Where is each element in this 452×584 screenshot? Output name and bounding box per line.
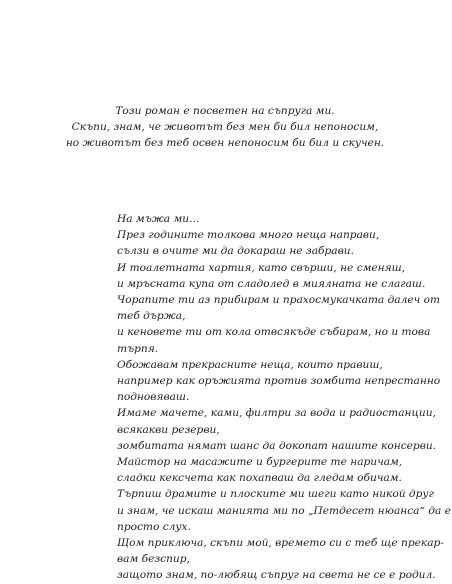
dedication-line: но животът без теб освен непоносим би бил и скучен. — [65, 137, 385, 149]
poem-line: сълзи в очите ми да докараш не забрави. — [117, 245, 354, 258]
dedication-line: Скъпи, знам, че животът без мен би бил непоносим, — [71, 121, 379, 133]
poem-title: На мъжа ми... — [117, 213, 200, 225]
poem-line: сладки кексчета как похапваш да гледам обичам. — [117, 472, 402, 485]
poem-line: например как оръжията против зомбита непрестанно — [117, 375, 441, 388]
poem-line: зомбитата нямат шанс да докопат нашите консерви. — [117, 439, 437, 452]
poem-line: Обожавам прекрасните неща, които правиш, — [117, 358, 383, 371]
poem-line: Майстор на масажите и бургерите те наричам, — [117, 456, 403, 469]
poem-line: защото знам, по-любящ съпруг на света не се е родил. — [117, 569, 436, 582]
dedication-line: Този роман е посветен на съпруга ми. — [115, 105, 335, 117]
poem-line: просто слух. — [117, 520, 191, 533]
poem-line: и кеновете ти от кола отвсякъде събирам, но и това — [117, 326, 431, 339]
poem-line: подновяваш. — [117, 391, 190, 404]
poem-line: и мръсната купа от сладолед в миялната не слагаш. — [117, 277, 426, 290]
poem — [117, 211, 451, 584]
poem-line: Щом приключа, скъпи мой, времето си с теб ще прекар- — [117, 537, 444, 550]
poem-line: И тоалетната хартия, като свърши, не сменяш, — [117, 261, 406, 274]
poem-line: търпя. — [117, 342, 159, 355]
poem-line: Имаме мачете, ками, филтри за вода и радиостанции, — [117, 407, 436, 420]
poem-line: теб държа, — [117, 310, 186, 323]
poem-line: вам безспир, — [117, 553, 190, 566]
poem-line: всякакви резерви, — [117, 423, 220, 436]
poem-line: Търпиш драмите и плоските ми шеги като никой друг — [117, 488, 434, 501]
poem-line: Чорапите ти аз прибирам и прахосмукачката далеч от — [117, 294, 441, 307]
poem-line: и знам, че искаш манията ми по „Петдесет нюанса“ да е — [117, 504, 451, 517]
poem-line: През годините толкова много неща направи, — [117, 229, 380, 242]
dedication — [60, 103, 390, 151]
